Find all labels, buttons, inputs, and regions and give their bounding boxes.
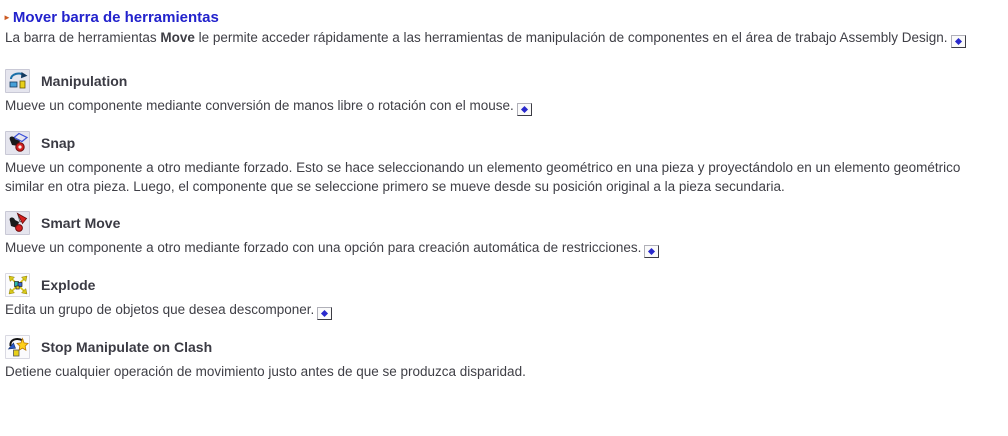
section-description: Mueve un componente mediante conversión de manos libre o rotación con el mouse. bbox=[5, 97, 980, 116]
section-title: Manipulation bbox=[41, 73, 128, 89]
explode-icon[interactable] bbox=[5, 273, 30, 297]
section-explode bbox=[5, 273, 1000, 320]
jump-link-icon[interactable] bbox=[951, 35, 966, 48]
section-description: Mueve un componente a otro mediante forzado. Esto se hace seleccionando un elemento geométrico en una pieza y proyectándolo en un elemento geométrico similar en otra pieza. Luego, el componente que se seleccione primero se mueve desde su posición original a la pieza secundaria. bbox=[5, 160, 961, 194]
section-manipulation bbox=[5, 69, 1000, 116]
jump-link-icon[interactable] bbox=[517, 103, 532, 116]
diamond-icon bbox=[648, 248, 655, 255]
page-title-text: Mover barra de herramientas bbox=[12, 9, 219, 26]
intro-paragraph: La barra de herramientas Move le permite acceder rápidamente a las herramientas de manipulación de componentes en el área de trabajo Assembly Design. bbox=[5, 29, 980, 48]
section-snap bbox=[5, 131, 1000, 196]
section-stop-manipulate-on-clash bbox=[5, 335, 1000, 382]
section-description: Detiene cualquier operación de movimiento justo antes de que se produzca disparidad. bbox=[5, 364, 526, 379]
diamond-icon bbox=[321, 310, 328, 317]
diamond-icon bbox=[521, 106, 528, 113]
smart-move-icon[interactable] bbox=[5, 211, 30, 235]
jump-link-icon[interactable] bbox=[317, 307, 332, 320]
section-title: Snap bbox=[41, 135, 76, 151]
section-title: Smart Move bbox=[41, 215, 121, 231]
section-title: Stop Manipulate on Clash bbox=[41, 339, 213, 355]
page-title bbox=[5, 9, 1000, 26]
snap-icon[interactable] bbox=[5, 131, 30, 155]
section-title: Explode bbox=[41, 277, 96, 293]
stop-manipulate-on-clash-icon[interactable] bbox=[5, 335, 30, 359]
move-toolbar-name: Move bbox=[160, 30, 195, 45]
manipulation-icon[interactable] bbox=[5, 69, 30, 93]
diamond-icon bbox=[955, 38, 962, 45]
section-description: Edita un grupo de objetos que desea descomponer. bbox=[5, 301, 980, 320]
bullet-arrow-icon: ► bbox=[3, 12, 11, 22]
section-description: Mueve un componente a otro mediante forzado con una opción para creación automática de restricciones. bbox=[5, 239, 980, 258]
jump-link-icon[interactable] bbox=[644, 245, 659, 258]
section-smart-move bbox=[5, 211, 1000, 258]
